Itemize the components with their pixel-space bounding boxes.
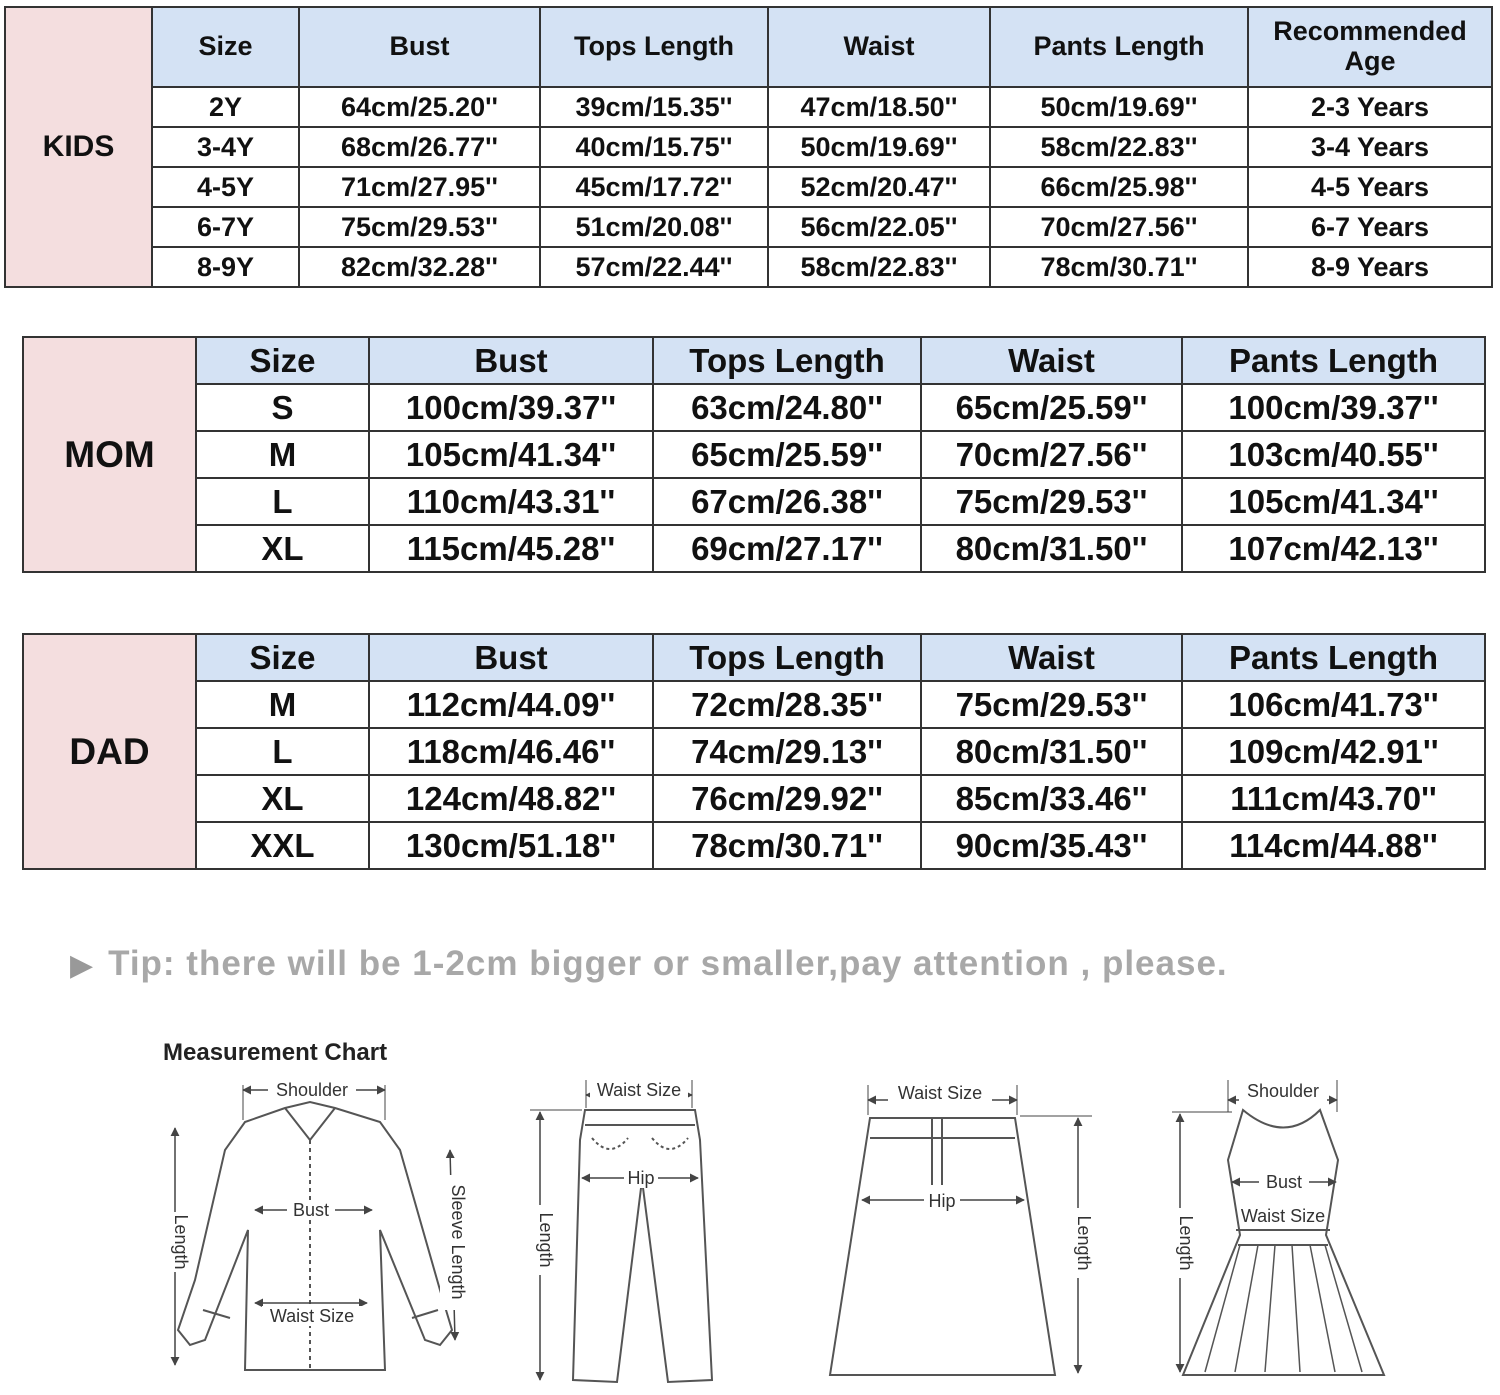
- cell-pants-length: 109cm/42.91'': [1182, 728, 1485, 775]
- group-label-mom: MOM: [23, 337, 196, 572]
- tip-text: Tip: there will be 1-2cm bigger or smaller,pay attention , please.: [108, 944, 1228, 983]
- cell-age: 2-3 Years: [1248, 87, 1492, 127]
- pants-diagram-icon: [530, 1080, 712, 1382]
- cell-bust: 75cm/29.53'': [299, 207, 540, 247]
- cell-size: XL: [196, 775, 369, 822]
- cell-waist: 50cm/19.69'': [768, 127, 990, 167]
- cell-size: M: [196, 681, 369, 728]
- header-tops-length: Tops Length: [653, 634, 921, 681]
- cell-bust: 105cm/41.34'': [369, 431, 653, 478]
- cell-tops-length: 76cm/29.92'': [653, 775, 921, 822]
- header-tops-length: Tops Length: [653, 337, 921, 384]
- cell-bust: 124cm/48.82'': [369, 775, 653, 822]
- cell-size: 4-5Y: [152, 167, 299, 207]
- header-pants-length: Pants Length: [1182, 634, 1485, 681]
- header-bust: Bust: [299, 7, 540, 87]
- cell-bust: 112cm/44.09'': [369, 681, 653, 728]
- dress-bust-label: Bust: [1265, 1172, 1303, 1192]
- cell-bust: 118cm/46.46'': [369, 728, 653, 775]
- cell-tops-length: 51cm/20.08'': [540, 207, 768, 247]
- header-waist: Waist: [921, 634, 1182, 681]
- cell-waist: 52cm/20.47'': [768, 167, 990, 207]
- shirt-diagram-icon: [175, 1085, 455, 1370]
- cell-tops-length: 39cm/15.35'': [540, 87, 768, 127]
- cell-pants-length: 50cm/19.69'': [990, 87, 1248, 127]
- dress-waist-label: Waist Size: [1240, 1206, 1326, 1226]
- cell-waist: 85cm/33.46'': [921, 775, 1182, 822]
- cell-bust: 115cm/45.28'': [369, 525, 653, 572]
- dress-shoulder-label: Shoulder: [1246, 1081, 1320, 1101]
- header-pants-length: Pants Length: [1182, 337, 1485, 384]
- cell-age: 8-9 Years: [1248, 247, 1492, 287]
- cell-pants-length: 107cm/42.13'': [1182, 525, 1485, 572]
- cell-pants-length: 100cm/39.37'': [1182, 384, 1485, 431]
- header-size: Size: [152, 7, 299, 87]
- header-tops-length: Tops Length: [540, 7, 768, 87]
- cell-pants-length: 111cm/43.70'': [1182, 775, 1485, 822]
- header-size: Size: [196, 634, 369, 681]
- cell-bust: 82cm/32.28'': [299, 247, 540, 287]
- cell-age: 3-4 Years: [1248, 127, 1492, 167]
- header-size: Size: [196, 337, 369, 384]
- cell-pants-length: 106cm/41.73'': [1182, 681, 1485, 728]
- cell-pants-length: 66cm/25.98'': [990, 167, 1248, 207]
- group-label-dad: DAD: [23, 634, 196, 869]
- cell-age: 4-5 Years: [1248, 167, 1492, 207]
- shirt-bust-label: Bust: [292, 1200, 330, 1220]
- cell-tops-length: 45cm/17.72'': [540, 167, 768, 207]
- cell-tops-length: 63cm/24.80'': [653, 384, 921, 431]
- cell-size: XL: [196, 525, 369, 572]
- cell-tops-length: 57cm/22.44'': [540, 247, 768, 287]
- skirt-diagram-icon: [830, 1085, 1092, 1375]
- cell-tops-length: 74cm/29.13'': [653, 728, 921, 775]
- cell-bust: 71cm/27.95'': [299, 167, 540, 207]
- cell-bust: 68cm/26.77'': [299, 127, 540, 167]
- cell-tops-length: 69cm/27.17'': [653, 525, 921, 572]
- cell-size: L: [196, 728, 369, 775]
- cell-pants-length: 103cm/40.55'': [1182, 431, 1485, 478]
- pants-length-label: Length: [536, 1212, 556, 1268]
- cell-tops-length: 40cm/15.75'': [540, 127, 768, 167]
- skirt-waist-label: Waist Size: [897, 1083, 983, 1103]
- cell-bust: 130cm/51.18'': [369, 822, 653, 869]
- cell-waist: 47cm/18.50'': [768, 87, 990, 127]
- cell-size: L: [196, 478, 369, 525]
- group-label-kids: KIDS: [5, 7, 152, 287]
- cell-age: 6-7 Years: [1248, 207, 1492, 247]
- cell-size: S: [196, 384, 369, 431]
- cell-tops-length: 78cm/30.71'': [653, 822, 921, 869]
- cell-size: XXL: [196, 822, 369, 869]
- play-arrow-icon: ▶: [70, 949, 95, 982]
- header-bust: Bust: [369, 634, 653, 681]
- header-waist: Waist: [921, 337, 1182, 384]
- cell-waist: 65cm/25.59'': [921, 384, 1182, 431]
- cell-size: M: [196, 431, 369, 478]
- shirt-waist-label: Waist Size: [269, 1306, 355, 1326]
- shirt-length-label: Length: [171, 1214, 191, 1270]
- dress-length-label: Length: [1176, 1215, 1196, 1271]
- cell-size: 2Y: [152, 87, 299, 127]
- cell-bust: 64cm/25.20'': [299, 87, 540, 127]
- cell-tops-length: 65cm/25.59'': [653, 431, 921, 478]
- cell-size: 8-9Y: [152, 247, 299, 287]
- header-waist: Waist: [768, 7, 990, 87]
- shirt-sleeve-label: Sleeve Length: [448, 1184, 468, 1300]
- cell-size: 6-7Y: [152, 207, 299, 247]
- cell-size: 3-4Y: [152, 127, 299, 167]
- measurement-chart-title: Measurement Chart: [163, 1039, 388, 1066]
- skirt-hip-label: Hip: [928, 1191, 956, 1211]
- cell-waist: 75cm/29.53'': [921, 681, 1182, 728]
- cell-pants-length: 58cm/22.83'': [990, 127, 1248, 167]
- cell-waist: 80cm/31.50'': [921, 728, 1182, 775]
- cell-waist: 56cm/22.05'': [768, 207, 990, 247]
- cell-pants-length: 70cm/27.56'': [990, 207, 1248, 247]
- cell-tops-length: 67cm/26.38'': [653, 478, 921, 525]
- cell-bust: 100cm/39.37'': [369, 384, 653, 431]
- cell-pants-length: 114cm/44.88'': [1182, 822, 1485, 869]
- header-pants-length: Pants Length: [990, 7, 1248, 87]
- cell-waist: 58cm/22.83'': [768, 247, 990, 287]
- cell-waist: 80cm/31.50'': [921, 525, 1182, 572]
- skirt-length-label: Length: [1074, 1215, 1094, 1271]
- cell-waist: 90cm/35.43'': [921, 822, 1182, 869]
- shirt-shoulder-label: Shoulder: [275, 1080, 349, 1100]
- cell-tops-length: 72cm/28.35'': [653, 681, 921, 728]
- dress-diagram-icon: [1172, 1080, 1384, 1375]
- cell-pants-length: 78cm/30.71'': [990, 247, 1248, 287]
- cell-waist: 75cm/29.53'': [921, 478, 1182, 525]
- pants-waist-label: Waist Size: [596, 1080, 682, 1100]
- pants-hip-label: Hip: [627, 1168, 655, 1188]
- header-recommended-age: Recommended Age: [1248, 7, 1492, 87]
- header-bust: Bust: [369, 337, 653, 384]
- cell-pants-length: 105cm/41.34'': [1182, 478, 1485, 525]
- cell-bust: 110cm/43.31'': [369, 478, 653, 525]
- cell-waist: 70cm/27.56'': [921, 431, 1182, 478]
